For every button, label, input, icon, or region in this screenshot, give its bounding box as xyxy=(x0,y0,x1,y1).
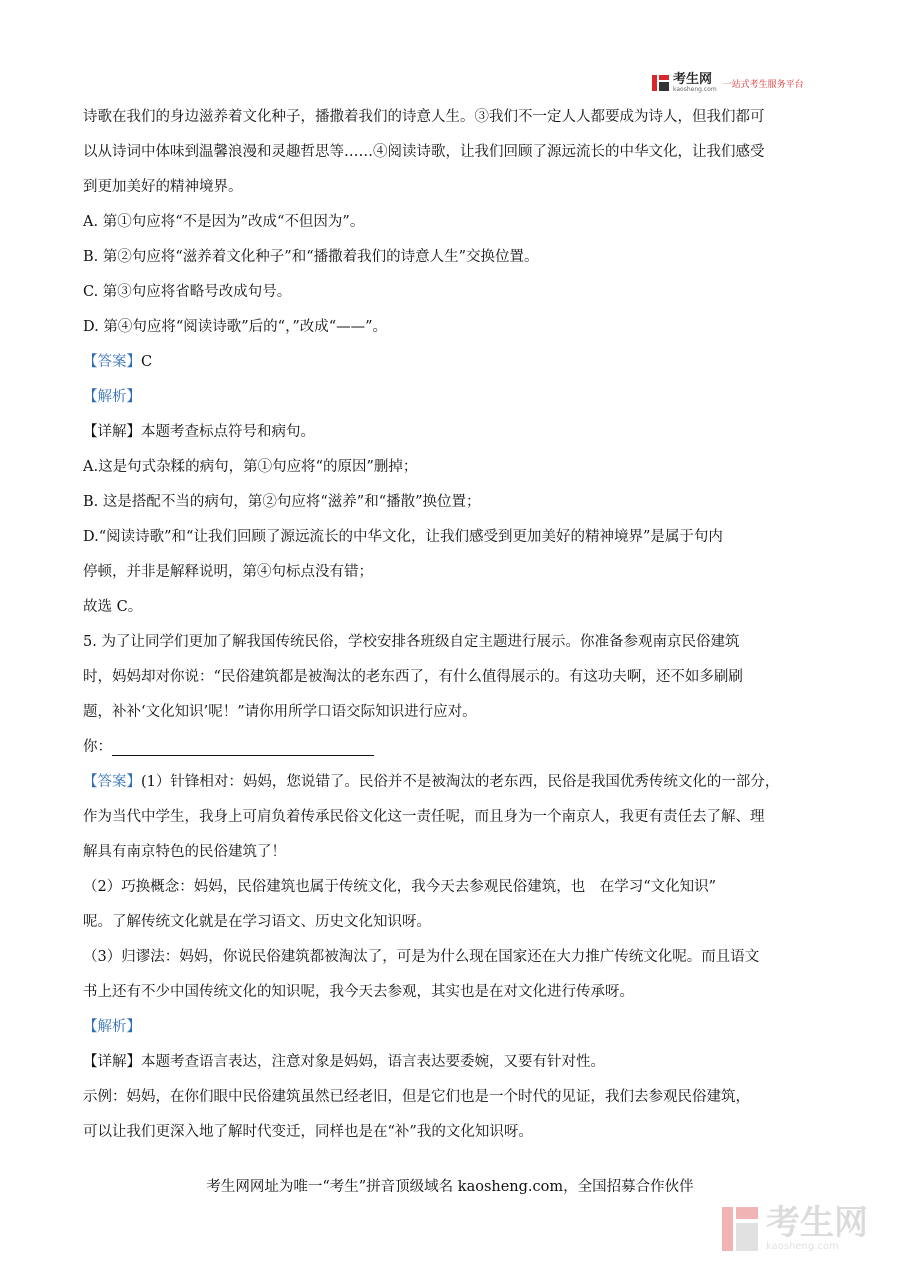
question-5: 5. 为了让同学们更加了解我国传统民俗，学校安排各班级自定主题进行展示。你准备参观南京民俗建筑 xyxy=(83,634,740,650)
page-footer: 考生网网址为唯一“考生”拼音顶级域名 kaosheng.com，全国招募合作伙伴 xyxy=(206,1179,694,1195)
option-b: B. 第②句应将“滋养着文化种子”和“播撒着我们的诗意人生”交换位置。 xyxy=(83,249,539,265)
logo-text xyxy=(673,73,717,93)
header-logo xyxy=(652,70,827,96)
explanation-d: D.“阅读诗歌”和“让我们回顾了源远流长的中华文化，让我们感受到更加美好的精神境界”是属于句内 xyxy=(83,529,723,545)
answer-tag: 【答案】 xyxy=(83,354,141,370)
example-line-cont: 可以让我们更深入地了解时代变迁，同样也是在“补”我的文化知识呀。 xyxy=(83,1124,533,1140)
question-5-cont: 题，补补‘文化知识’呢！”请你用所学口语交际知识进行应对。 xyxy=(83,704,477,720)
watermark-name: 考生网 xyxy=(766,1203,868,1243)
text-line: 诗歌在我们的身边滋养着文化种子，播撒着我们的诗意人生。③我们不一定人人都要成为诗人，但我们都可 xyxy=(83,109,765,125)
question-5-cont: 时，妈妈却对你说：“民俗建筑都是被淘汰的老东西了，有什么值得展示的。有这功夫啊，还不如多刷刷 xyxy=(83,669,743,685)
text-line: 书上还有不少中国传统文化的知识呢，我今天去参观，其实也是在对文化进行传承呀。 xyxy=(83,984,634,1000)
response-label: 你： xyxy=(83,739,112,755)
logo-slogan: 一站式考生服务平台 xyxy=(722,79,804,90)
detail-line: 【详解】本题考查标点符号和病句。 xyxy=(83,424,315,440)
text-line: 作为当代中学生，我身上可肩负着传承民俗文化这一责任呢，而且身为一个南京人，我更有责任去了解、理 xyxy=(83,809,765,825)
option-a: A. 第①句应将“不是因为”改成“不但因为”。 xyxy=(83,214,365,230)
text-line: 到更加美好的精神境界。 xyxy=(83,179,243,195)
kaosheng-watermark-icon xyxy=(722,1207,760,1251)
watermark xyxy=(722,1198,892,1260)
watermark-domain: kaosheng.com xyxy=(766,1241,839,1252)
answer2-line xyxy=(83,765,823,800)
text-line: 解具有南京特色的民俗建筑了！ xyxy=(83,844,286,860)
answer2-tag: 【答案】 xyxy=(83,774,141,790)
logo-name: 考生网 xyxy=(673,72,713,87)
answer-line xyxy=(83,345,823,380)
choice-line: 故选 C。 xyxy=(83,599,143,615)
watermark-text xyxy=(766,1203,868,1252)
text-line: （2）巧换概念：妈妈，民俗建筑也属于传统文化，我今天去参观民俗建筑，也 在学习“文化知识” xyxy=(83,879,717,895)
explanation-b: B. 这是搭配不当的病句，第②句应将“滋养”和“播散”换位置； xyxy=(83,494,481,510)
analysis-line xyxy=(83,380,823,415)
logo-domain: kaosheng.com xyxy=(673,86,717,93)
analysis-tag: 【解析】 xyxy=(83,389,141,405)
analysis2-line xyxy=(83,1010,823,1045)
explanation-d-cont: 停顿，并非是解释说明，第④句标点没有错； xyxy=(83,564,373,580)
text-line: （3）归谬法：妈妈，你说民俗建筑都被淘汰了，可是为什么现在国家还在大力推广传统文化呢。而且语文 xyxy=(83,949,760,965)
answer-value: C xyxy=(141,354,153,370)
example-line: 示例：妈妈，在你们眼中民俗建筑虽然已经老旧，但是它们也是一个时代的见证，我们去参观民俗建筑， xyxy=(83,1089,750,1105)
text-line: 以从诗词中体味到温馨浪漫和灵趣哲思等……④阅读诗歌，让我们回顾了源远流长的中华文化，让我们感受 xyxy=(83,144,765,160)
analysis2-tag: 【解析】 xyxy=(83,1019,141,1035)
explanation-a: A.这是句式杂糅的病句，第①句应将“的原因”删掉； xyxy=(83,459,418,475)
response-line xyxy=(83,730,823,765)
detail2-line: 【详解】本题考查语言表达，注意对象是妈妈，语言表达要委婉，又要有针对性。 xyxy=(83,1054,605,1070)
option-d: D. 第④句应将“阅读诗歌”后的“，”改成“——”。 xyxy=(83,319,388,335)
kaosheng-logo-icon xyxy=(652,73,670,93)
answer2-text: (1）针锋相对：妈妈，您说错了。民俗并不是被淘汰的老东西，民俗是我国优秀传统文化的一部分， xyxy=(141,774,780,790)
response-blank xyxy=(112,739,374,756)
text-line: 呢。了解传统文化就是在学习语文、历史文化知识呀。 xyxy=(83,914,431,930)
option-c: C. 第③句应将省略号改成句号。 xyxy=(83,284,292,300)
document-body xyxy=(83,100,823,1150)
